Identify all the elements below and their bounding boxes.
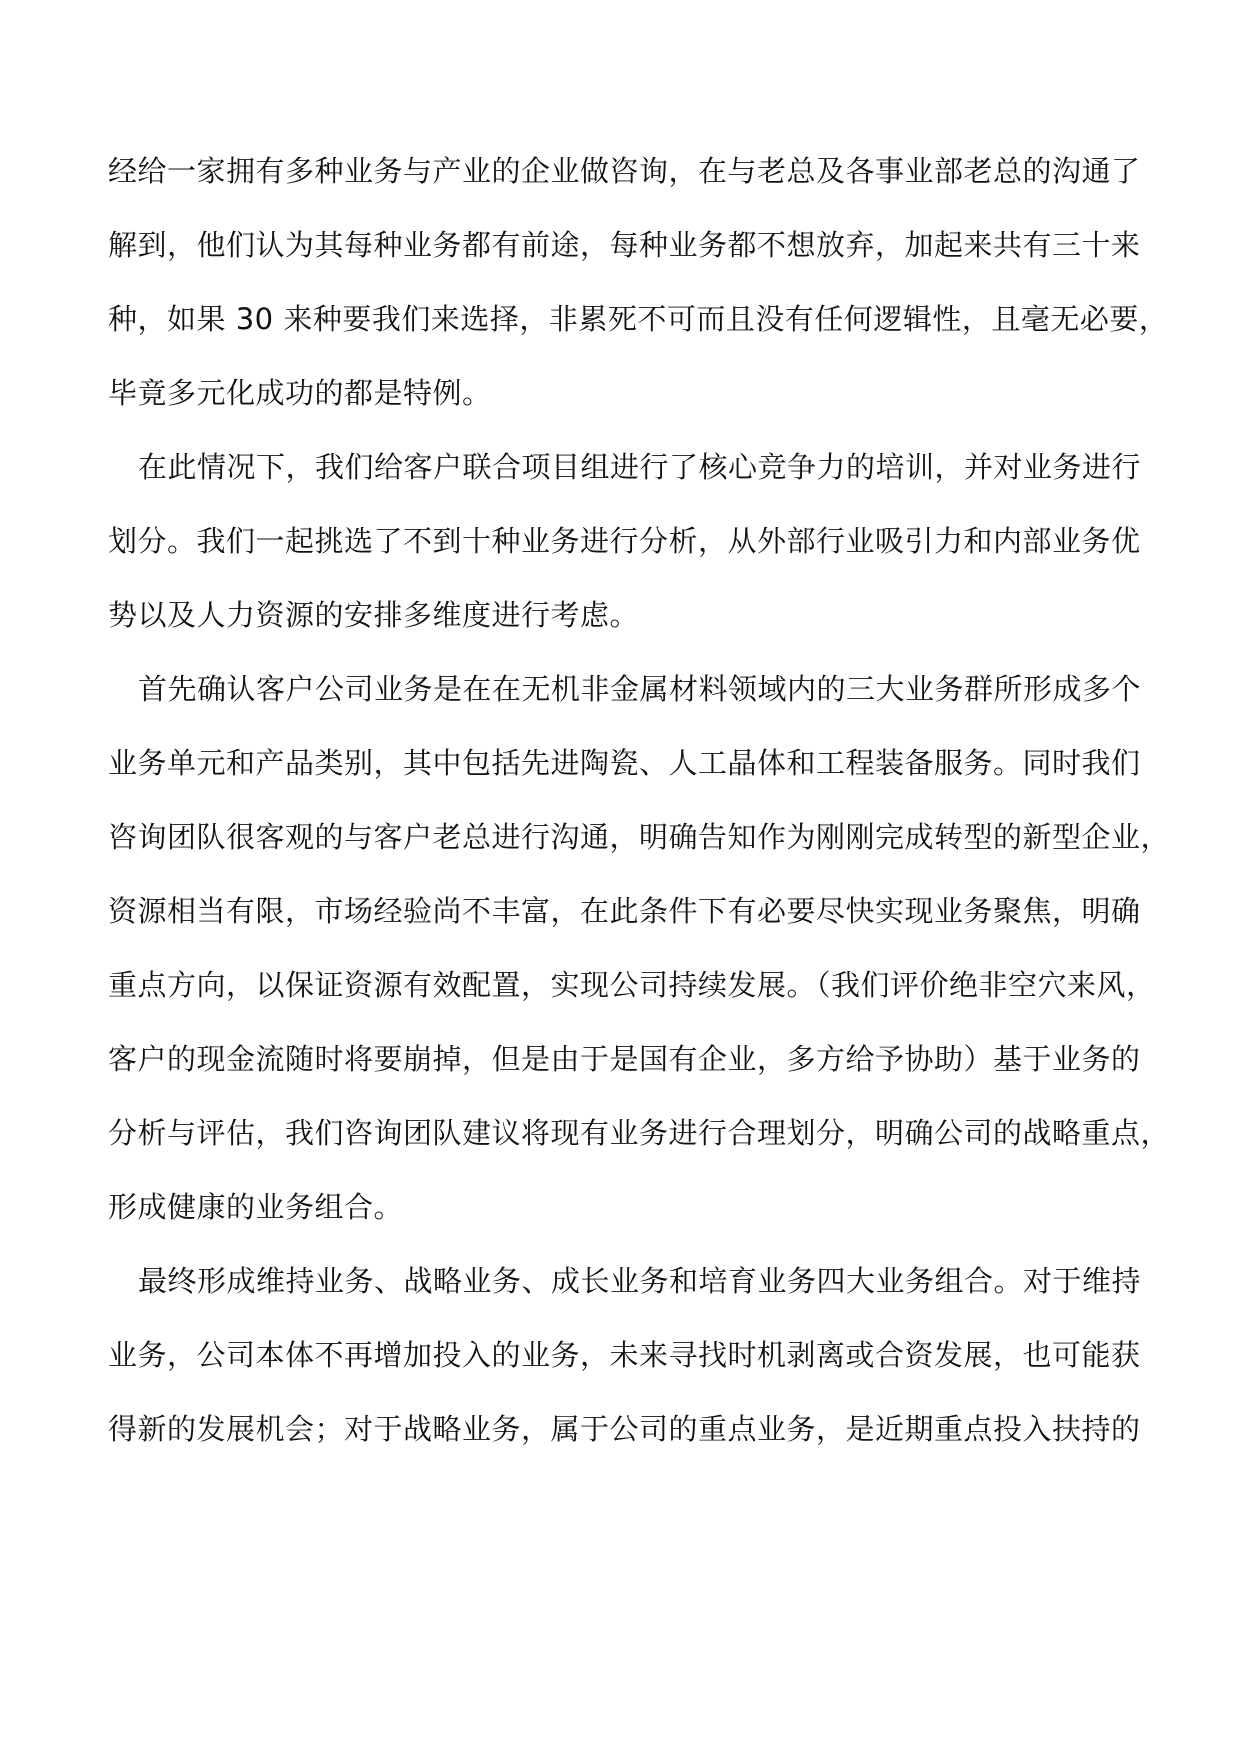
text-line: 势以及人力资源的安排多维度进行考虑。 bbox=[108, 598, 640, 632]
text-line: 最终形成维持业务、战略业务、成长业务和培育业务四大业务组合。对于维持 bbox=[138, 1264, 1142, 1298]
text-line: 分析与评估，我们咨询团队建议将现有业务进行合理划分，明确公司的战略重点， bbox=[108, 1116, 1171, 1150]
text-line: 得新的发展机会；对于战略业务，属于公司的重点业务，是近期重点投入扶持的 bbox=[108, 1412, 1141, 1446]
text-line: 资源相当有限，市场经验尚不丰富，在此条件下有必要尽快实现业务聚焦，明确 bbox=[108, 894, 1141, 928]
text-line: 客户的现金流随时将要崩掉，但是由于是国有企业，多方给予协助）基于业务的 bbox=[108, 1042, 1141, 1076]
text-line: 咨询团队很客观的与客户老总进行沟通，明确告知作为刚刚完成转型的新型企业， bbox=[108, 820, 1171, 854]
text-line: 经给一家拥有多种业务与产业的企业做咨询，在与老总及各事业部老总的沟通了 bbox=[108, 154, 1141, 188]
text-line: 毕竟多元化成功的都是特例。 bbox=[108, 376, 492, 410]
text-line: 在此情况下，我们给客户联合项目组进行了核心竞争力的培训，并对业务进行 bbox=[138, 450, 1142, 484]
text-line: 业务，公司本体不再增加投入的业务，未来寻找时机剥离或合资发展，也可能获 bbox=[108, 1338, 1141, 1372]
text-line: 首先确认客户公司业务是在在无机非金属材料领域内的三大业务群所形成多个 bbox=[138, 672, 1142, 706]
text-line: 重点方向，以保证资源有效配置，实现公司持续发展。（我们评价绝非空穴来风， bbox=[108, 968, 1156, 1002]
text-line: 种，如果 30 来种要我们来选择，非累死不可而且没有任何逻辑性，且毫无必要， bbox=[108, 302, 1169, 336]
text-line: 划分。我们一起挑选了不到十种业务进行分析，从外部行业吸引力和内部业务优 bbox=[108, 524, 1141, 558]
text-line: 形成健康的业务组合。 bbox=[108, 1190, 404, 1224]
text-line: 解到，他们认为其每种业务都有前途，每种业务都不想放弃，加起来共有三十来 bbox=[108, 228, 1141, 262]
text-line: 业务单元和产品类别，其中包括先进陶瓷、人工晶体和工程装备服务。同时我们 bbox=[108, 746, 1141, 780]
